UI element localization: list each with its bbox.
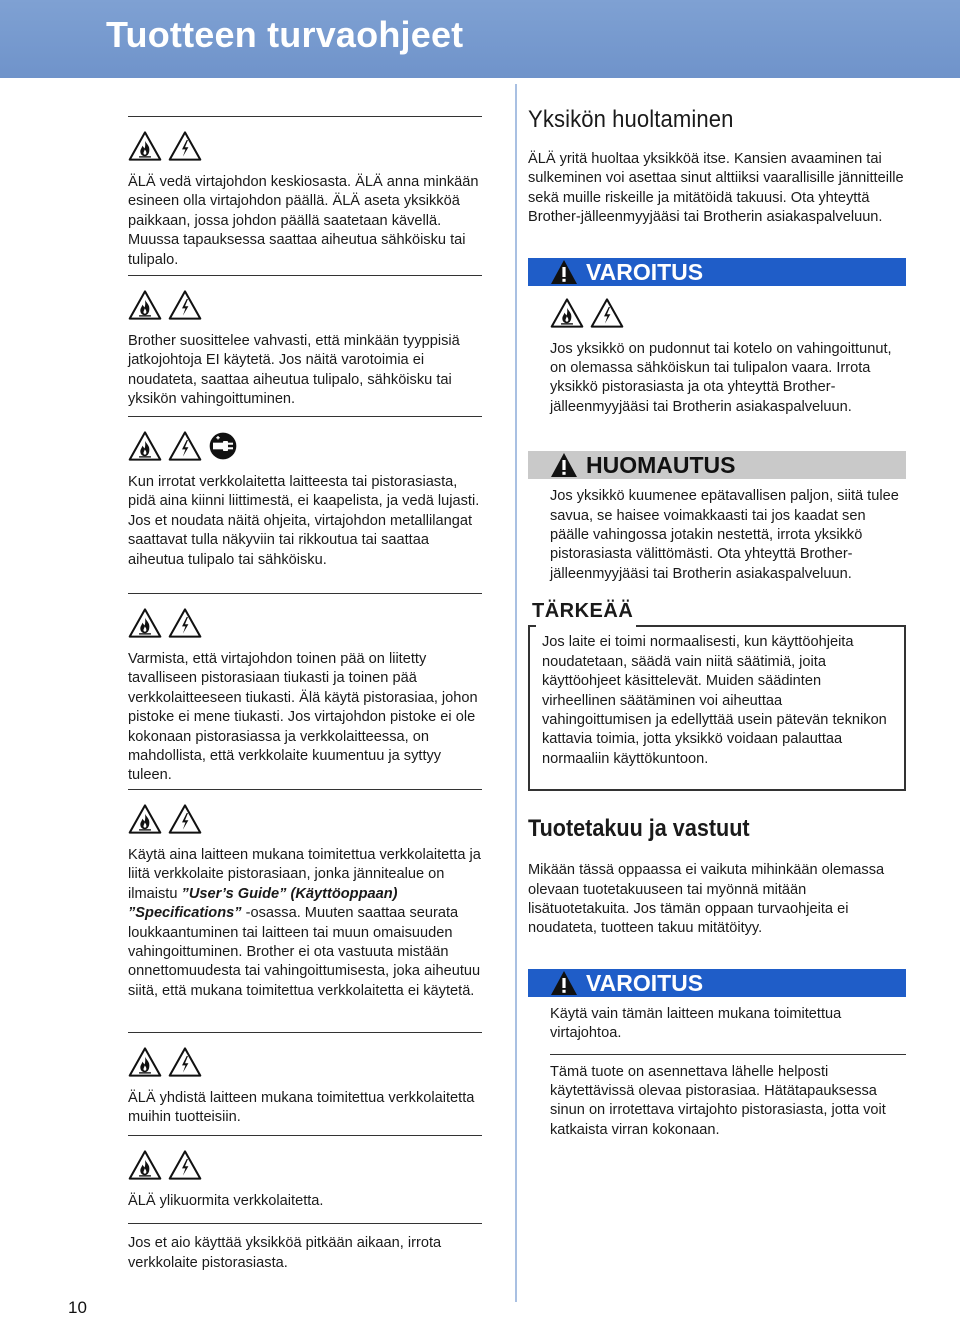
important-box [528, 625, 906, 791]
divider [128, 1223, 482, 1224]
warning-content [528, 296, 906, 418]
safety-text [128, 846, 482, 1001]
hazard-icons [128, 1148, 482, 1182]
safety-block-1 [128, 116, 482, 275]
warning-icon [550, 970, 578, 996]
warning-text: Tämä tuote on asennettava lähelle helposti käytettävissä olevaa pistorasiaa. Hätätapauksessa sinun on irrotettava virtajohto pistorasiasta, jotta voit katkaista virran kokonaan. [550, 1063, 886, 1138]
safety-text: ÄLÄ ylikuormita verkkolaitetta. [128, 1193, 324, 1209]
safety-block-7 [128, 1135, 482, 1273]
electric-shock-icon [168, 607, 202, 639]
page-number: 10 [68, 1298, 87, 1317]
warranty-heading: Tuotetakuu ja vastuut [528, 815, 750, 843]
electric-shock-icon [168, 430, 202, 462]
warning-label: VAROITUS [586, 258, 704, 285]
important-section [528, 600, 906, 791]
safety-text: Varmista, että virtajohdon toinen pää on liitetty tavalliseen pistorasiaan tiukasti ja toinen pää verkkolaitteeseen tiukasti. Älä käytä pistorasiaa, johon pistoke ei mene tiukasti. Jos virtajohdon pistoke ei ole kokonaan pistorasiassa ja verkkolaitteessa, on mahdollista, että verkkolaite kuumentuu ja syttyy tuleen. [128, 651, 478, 784]
electric-shock-icon [168, 1149, 202, 1181]
safety-text: ÄLÄ vedä virtajohdon keskiosasta. ÄLÄ anna minkään esineen olla virtajohdon päällä. ÄLÄ aseta yksikköä paikkaan, jossa johdon päällä saatetaan kävellä. Muussa tapauksessa saattaa aiheutua sähköisku tai tulipalo. [128, 174, 479, 268]
warning-text: Käytä vain tämän laitteen mukana toimitettua virtajohtoa. [550, 1005, 842, 1042]
safety-block-6 [128, 1032, 482, 1135]
safety-text: ÄLÄ yhdistä laitteen mukana toimitettua verkkolaitetta muihin tuotteisiin. [128, 1090, 475, 1126]
manual-reference: ”User’s Guide” (Käyttöoppaan) ”Specifications” [128, 885, 398, 922]
warning-banner [528, 969, 906, 997]
caution-banner [528, 451, 906, 479]
hazard-icons [128, 1045, 482, 1079]
box-border [528, 625, 536, 627]
electric-shock-icon [168, 803, 202, 835]
hazard-icons [128, 606, 482, 640]
warranty-text: Mikään tässä oppaassa ei vaikuta mihinkään olemassa olevaan tuotetakuuseen tai myönnä mitään lisätuotetakuita. Jos tämän oppaan turvaohjeita ei noudateta, tuotteen takuu mitätöityy. [528, 862, 885, 937]
safety-block-2 [128, 275, 482, 416]
column-divider [515, 84, 517, 1302]
divider [550, 1054, 906, 1055]
fire-hazard-icon [128, 430, 162, 462]
safety-block-5 [128, 789, 482, 1032]
safety-block-3 [128, 416, 482, 593]
maintenance-heading: Yksikön huoltaminen [528, 106, 734, 133]
important-label: TÄRKEÄÄ [532, 600, 634, 623]
electric-shock-icon [168, 130, 202, 162]
important-text: Jos laite ei toimi normaalisesti, kun käyttöohjeita noudatetaan, säädä vain niitä säätimiä, joita käyttöohjeet käsittelevät. Muiden säädinten virheellinen säätäminen voi aiheuttaa vahingoittumisen ja edellyttää usein pätevän teknikon kattavia toimia, jotta yksikkö voidaan palauttaa normaaliin käyttökuntoon. [542, 634, 887, 767]
caution-text: Jos yksikkö kuumenee epätavallisen paljon, siitä tulee savua, se haisee voimakkaasti tai jos kaadat sen päälle vahingossa jotakin nestettä, irrota yksikkö pistorasiasta välittömästi. Ota yhteyttä Brother-jälleenmyyjääsi tai Brotherin asiakaspalveluun. [550, 488, 899, 582]
safety-text: Kun irrotat verkkolaitetta laitteesta tai pistorasiasta, pidä aina kiinni liittimestä, ei kaapelista, ja vedä lujasti. Jos et noudata näitä ohjeita, virtajohdon metallilangat saattavat tulla näkyviin tai rikkoutua tai saattaa aiheutua tulipalo tai sähköisku. [128, 474, 480, 568]
safety-text: Brother suosittelee vahvasti, että minkään tyyppisiä jatkojohtoja EI käytetä. Jos näitä varotoimia ei noudateta, saattaa aiheutua tulipalo, sähköisku tai yksikön vahingoittuminen. [128, 333, 460, 408]
safety-text: Jos et aio käyttää yksikköä pitkään aikaan, irrota verkkolaite pistorasiasta. [128, 1235, 442, 1271]
fire-hazard-icon [128, 1149, 162, 1181]
right-column [528, 106, 906, 1140]
hazard-icons [128, 288, 482, 322]
fire-hazard-icon [128, 289, 162, 321]
warning-content [528, 1005, 906, 1140]
fire-hazard-icon [128, 803, 162, 835]
electric-shock-icon [168, 1046, 202, 1078]
caution-label: HUOMAUTUS [586, 452, 736, 479]
box-border [636, 625, 906, 627]
fire-hazard-icon [128, 1046, 162, 1078]
warning-icon [550, 452, 578, 478]
hazard-icons [128, 802, 482, 836]
warning-text: Jos yksikkö on pudonnut tai kotelo on vahingoittunut, on olemassa sähköiskun tai tulipalon vaara. Irrota yksikkö pistorasiasta ja ota yhteyttä Brother-jälleenmyyjääsi tai Brotherin asiakaspalveluun. [550, 340, 892, 415]
fire-hazard-icon [128, 130, 162, 162]
fire-hazard-icon [550, 297, 584, 329]
maintenance-text: ÄLÄ yritä huoltaa yksikköä itse. Kansien avaaminen tai sulkeminen voi asettaa sinut alttiiksi vaarallisille jännitteille sekä muille riskeille ja mitätöidä takuusi. Ota yhteyttä Brother-jälleenmyyjääsi tai Brotherin asiakaspalveluun. [528, 151, 904, 226]
page-title: Tuotteen turvaohjeet [106, 14, 464, 55]
hazard-icons [550, 296, 906, 330]
electric-shock-icon [168, 289, 202, 321]
electric-shock-icon [590, 297, 624, 329]
safety-block-4 [128, 593, 482, 789]
hazard-icons [128, 129, 482, 163]
caution-content [528, 487, 906, 584]
warning-label: VAROITUS [586, 969, 704, 996]
hazard-icons [128, 429, 482, 463]
warning-icon [550, 259, 578, 285]
page-header [0, 0, 960, 78]
unplug-icon [208, 431, 238, 461]
left-column [128, 116, 482, 1273]
warning-banner [528, 258, 906, 286]
safety-text-part: -osassa. Muuten saattaa seurata loukkaantuminen tai laitteen tai muun omaisuuden vahingoittuminen. Brother ei ota vastuuta mistään onnettomuudesta tai vahingoittumisesta, joka aiheutuu siitä, että mukana toimitettua verkkolaitetta ei käytetä. [128, 905, 481, 999]
safety-text-part: Käytä aina laitteen mukana toimitettua verkkolaitetta ja liitä verkkolaite pistorasiaan, jonka jännitealue on ilmaistu [128, 847, 481, 902]
fire-hazard-icon [128, 607, 162, 639]
